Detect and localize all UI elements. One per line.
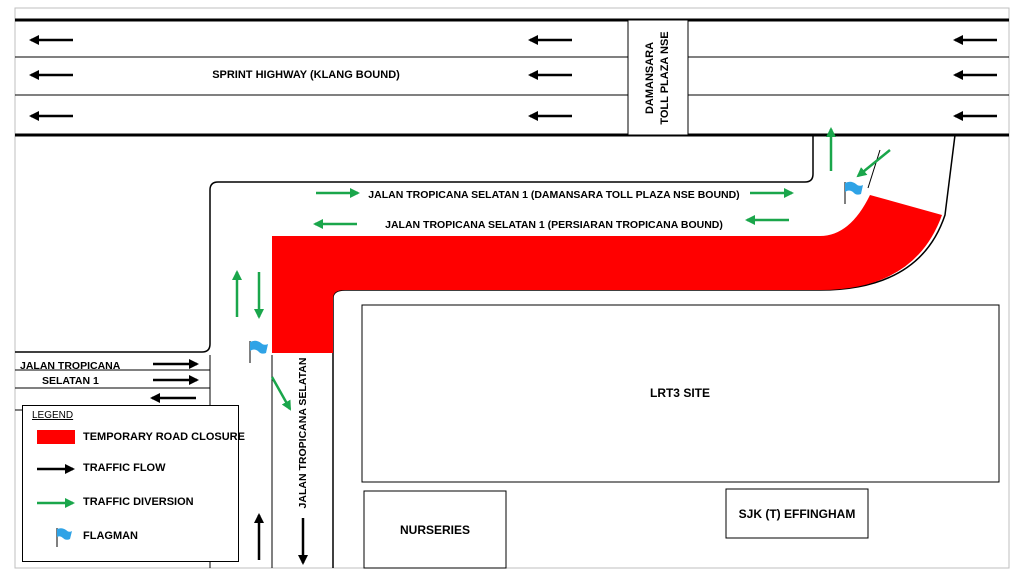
lrt3-site-label: LRT3 SITE: [649, 386, 711, 400]
highway-label: SPRINT HIGHWAY (KLANG BOUND): [212, 69, 400, 81]
highway-traffic-flow: [31, 40, 997, 116]
jalan-tropicana-label-line1: JALAN TROPICANA: [20, 360, 121, 372]
toll-plaza-box: [628, 20, 688, 135]
sprint-highway: [15, 20, 1009, 135]
traffic-diversion-arrow: [858, 150, 890, 176]
traffic-diversion-arrow: [272, 377, 290, 409]
jalan-damansara-bound-label: JALAN TROPICANA SELATAN 1 (DAMANSARA TOLL PLAZA NSE BOUND): [368, 189, 740, 201]
toll-plaza-label-line1: DAMANSARA: [644, 41, 656, 115]
legend-diversion-label: TRAFFIC DIVERSION: [83, 496, 194, 508]
sjk-effingham-label: SJK (T) EFFINGHAM: [738, 507, 856, 521]
flagman-icon: [35, 527, 80, 547]
legend-item-flagman: [35, 527, 235, 547]
toll-plaza-label-line2: TOLL PLAZA NSE: [659, 31, 671, 125]
closure-swatch: [35, 428, 80, 448]
legend-item-flow: [35, 459, 235, 479]
flagman-icon: [250, 341, 268, 363]
road-outline-ramp: [868, 150, 880, 188]
jalan-persiaran-bound-label: JALAN TROPICANA SELATAN 1 (PERSIARAN TROPICANA BOUND): [385, 219, 723, 231]
legend-closure-label: TEMPORARY ROAD CLOSURE: [83, 431, 245, 443]
flagman-icon: [845, 182, 863, 204]
legend-item-diversion: [35, 493, 235, 513]
traffic-diversion-icon: [35, 493, 80, 513]
jalan-tropicana-selatan-label: JALAN TROPICANA SELATAN: [297, 357, 309, 509]
legend-flow-label: TRAFFIC FLOW: [83, 462, 166, 474]
nurseries-label: NURSERIES: [399, 523, 471, 537]
legend-flagman-label: FLAGMAN: [83, 530, 138, 542]
legend: [22, 405, 245, 562]
legend-title: LEGEND: [32, 410, 74, 421]
jalan-tropicana-label-line2: SELATAN 1: [42, 375, 99, 387]
traffic-flow-icon: [35, 459, 80, 479]
legend-item-closure: [35, 428, 245, 448]
